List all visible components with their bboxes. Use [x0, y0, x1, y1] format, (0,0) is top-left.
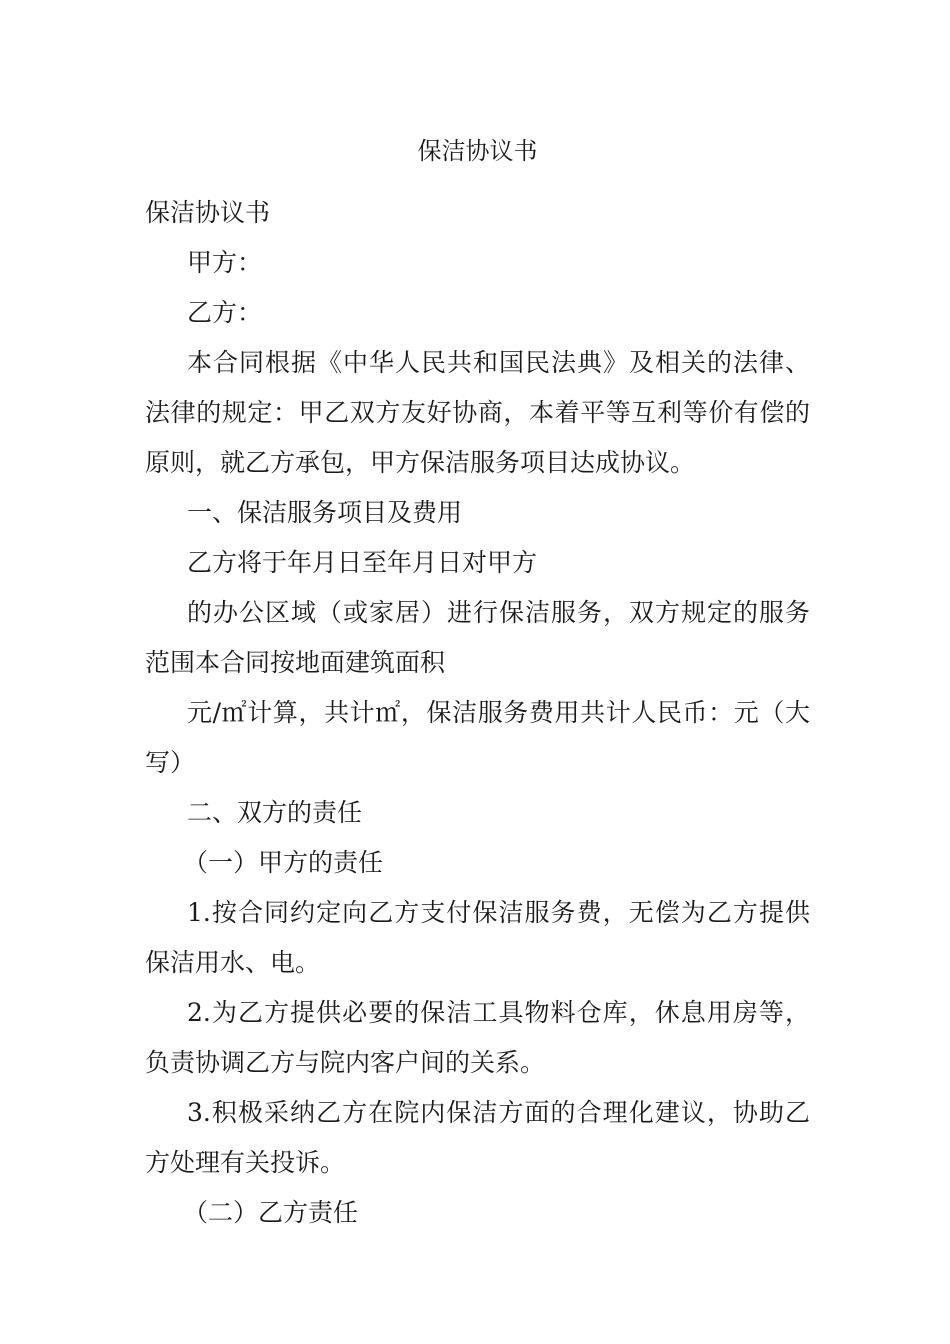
subsection-heading-party-a: （一）甲方的责任 [183, 848, 384, 877]
document-page [145, 130, 810, 1238]
paragraph-service-period: 乙方将于年月日至年月日对甲方 [187, 548, 538, 577]
document-title: 保洁协议书 [417, 137, 538, 165]
paragraph-heading: 保洁协议书 [145, 198, 271, 227]
paragraph-preamble: 本合同根据《中华人民共和国民法典》及相关的法律、法律的规定：甲乙双方友好协商，本着平等互利等价有偿的原则，就乙方承包，甲方保洁服务项目达成协议。 [145, 348, 810, 477]
paragraph-party-a: 甲方： [187, 248, 263, 277]
paragraph-service-fee: 元/㎡计算，共计㎡，保洁服务费用共计人民币：元（大写） [145, 698, 810, 777]
list-item: 3.积极采纳乙方在院内保洁方面的合理化建议，协助乙方处理有关投诉。 [145, 1098, 810, 1177]
section-heading-1: 一、保洁服务项目及费用 [187, 498, 463, 527]
paragraph-service-scope: 的办公区域（或家居）进行保洁服务，双方规定的服务范围本合同按地面建筑面积 [145, 598, 810, 677]
paragraph-party-b: 乙方： [187, 298, 263, 327]
section-heading-2: 二、双方的责任 [187, 798, 363, 827]
list-item: 1.按合同约定向乙方支付保洁服务费，无偿为乙方提供保洁用水、电。 [145, 898, 810, 977]
subsection-heading-party-b: （二）乙方责任 [183, 1198, 359, 1227]
list-item: 2.为乙方提供必要的保洁工具物料仓库，休息用房等，负责协调乙方与院内客户间的关系。 [145, 998, 810, 1077]
